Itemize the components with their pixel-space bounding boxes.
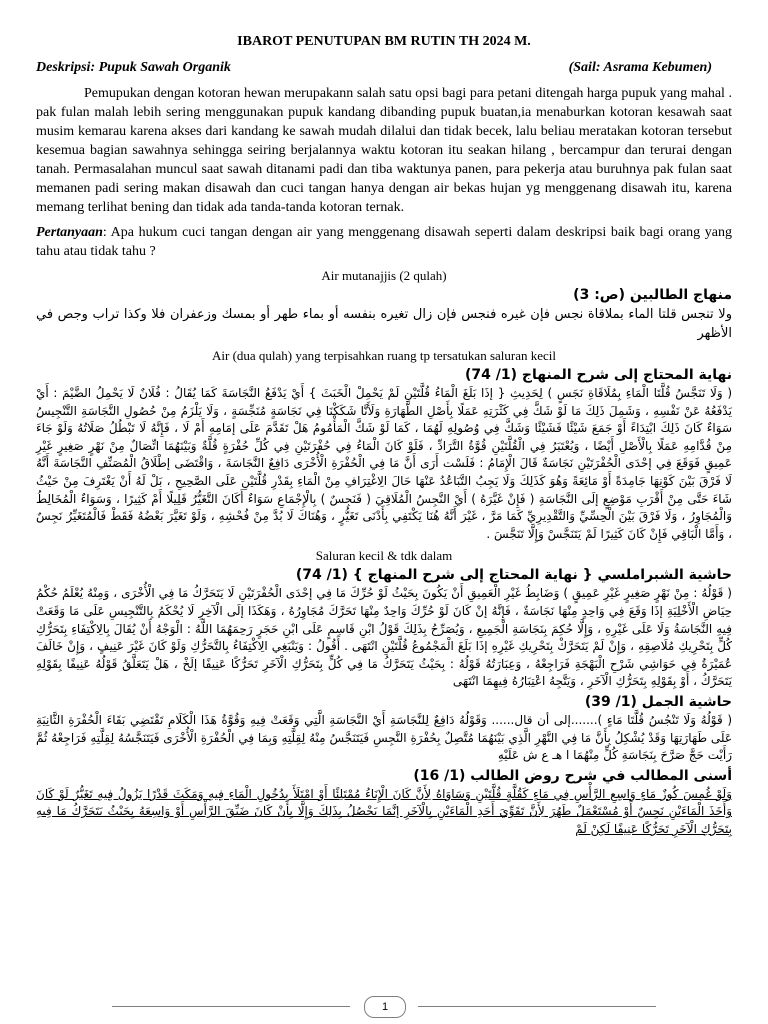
- page-footer: [0, 996, 768, 1020]
- description-row: [36, 60, 732, 76]
- reference-heading-4: حاشية الجمل (1/ 39): [584, 693, 732, 710]
- question-label: Pertanyaan: [36, 225, 103, 240]
- question-paragraph: [36, 223, 732, 261]
- document-title: IBAROT PENUTUPAN BM RUTIN TH 2024 M.: [237, 34, 531, 49]
- reference-heading-5: أسنى المطالب في شرح روض الطالب (1/ 16): [413, 767, 732, 784]
- section-note-1: Air mutanajjis (2 qulah): [321, 268, 447, 283]
- intro-paragraph: Pemupukan dengan kotoran hewan merupakann salah satu opsi bagi para petani ditengah harga pupuk yang mahal . pak fulan malah lebih sering menggunakan pupuk kandang dibanding pupuk buatan,ia menaburkan kotoran kesawah saat musim kemarau karena akses dari kandang ke sawah mudah dilalui dan tidak becek, lalu beliau meratakan kotoran tersebut kesemua bagian sawahnya sehingga seiring berjalannya waktu kotoran itu seakan hilang , bercampur dan terurai dengan tanah. Permasalahan muncul saat sawah ditanami padi dan tiba waktunya panen, para pekerja atau buruhnya pak fulan saat memanen padi sering makan disawah dan cuci tangan hanya dengan air bekas hujan yg menggenang disawah itu, karena memang terlihat bening dan tidak ada tanda-tanda kotoran ternak.: [36, 86, 732, 215]
- reference-text-5: وَلَوْ غُمِسَ كُوزٌ مَاءٍ وَاسِعِ الرَّأْسِ فِي مَاءٍ كَقُلَّةٍ قُلَّتَيْنِ وَسَاوَاهُ لِأَنَّ كَانَ الْإِنَاءُ مُمْتَلِئًا أَوْ امْتَلَأَ بِدُخُولِ الْمَاءِ فِيهِ وَمَكَثَ قَدْرًا يَزُولُ فِيهِ تَغَيُّرٌ لَوْ كَانَ وَأَخَذَ الْمَاءَيْنِ نَجِسٌ أَوْ مُسْتَعْمَلٌ طَهُرَ لِأَنَّ تَقَوِّيَ أَحَدِ الْمَاءَيْنِ بِالْآخَرِ إنَّمَا يَحْصُلُ بِذَلِكَ وَإِلَّا بِأَنْ كَانَ ضَيِّقَ الرَّأْسِ أَوْ وَاسِعَهُ بِحَيْثُ يَتَحَرَّكُ مَا فِيهِ بِتَحَرُّكِ الْآخَرِ تَحَرُّكًا عَنِيفًا لَكِنْ لَمْ: [36, 786, 732, 836]
- reference-text-1: ولا تنجس قلتا الماء بملاقاة نجس فإن غيره فنجس فإن زال تغيره بنفسه أو بماء طهر أو بمسك وزعفران فلا وكذا تراب وجص في الأظهر: [36, 307, 732, 341]
- sail-label: (Sail: Asrama Kebumen): [568, 60, 712, 75]
- reference-text-3: ( قَوْلُهُ : مِنْ نَهْرٍ صَغِيرٍ غَيْرِ عَمِيقٍ ) وَضَابِطُ غَيْرِ الْعَمِيقِ أَنْ يَكُونَ بِحَيْثُ لَوْ حُرِّكَ مَا فِي إحْدَى الْحُفْرَتَيْنِ لَا يَتَحَرَّكُ مَا فِي الْأُخْرَى ، وَمِنْهُ يُعْلَمُ حُكْمُ حِيَاضِ الْأَخْلِيَةِ إذَا وَقَعَ فِي وَاحِدٍ مِنْهَا نَجَاسَةٌ ، فَإِنَّهُ إنْ كَانَ لَوْ حُرِّكَ وَاحِدٌ مِنْهَا تَحَرَّكَ مُجَاوِرُهُ ، وَهَكَذَا إلَى الْآخِرِ لَا يُحْكَمُ بِالتَّنْجِيسِ عَلَى مَا وَقَعَتْ فِيهِ النَّجَاسَةُ وَلَا عَلَى غَيْرِهِ ، وَإِلَّا حُكِمَ بِنَجَاسَةِ الْجَمِيعِ ، وَيُصَرِّحُ بِذَلِكَ قَوْلُ ابْنِ قَاسِمٍ عَلَى ابْنِ حَجَرٍ رَحِمَهُمَا اللَّهُ : الْوَجْهُ أَنْ يُقَالَ بِالِاكْتِفَاءِ بِتَحَرُّكِ كُلٍّ بِتَحْرِيكِ مُلَاصِقِهِ ، وَإِنْ لَمْ يَتَحَرَّكْ بِتَحْرِيكِ غَيْرِهِ إذَا بَلَغَ الْمَجْمُوعُ قُلَّتَيْنِ انْتَهَى . أَقُولُ : وَيَنْبَغِي الِاكْتِفَاءُ بِالتَّحَرُّكِ وَلَوْ كَانَ غَيْرَ عَنِيفٍ ، وَإِنْ خَالَفَ عُمَيْرَةُ فِي حَوَاشِي شَرْحِ الْبَهْجَةِ فَرَاجِعْهُ ، وَعِبَارَتُهُ قَوْلُهُ : بِحَيْثُ يَتَحَرَّكُ مَا فِي كُلٍّ بِتَحَرُّكِ الْآخَرِ تَحَرُّكًا عَنِيفًا إلَخْ ، هَلْ يَتَعَلَّقُ قَوْلُهُ عَنِيفًا بِقَوْلِهِ يَتَحَرَّكُ ، أَوْ بِقَوْلِهِ بِتَحَرُّكِ الْآخَرِ ، وَيَتَّجِهُ اعْتِبَارُهُ فِيهِمَا انْتَهَى: [36, 586, 732, 689]
- reference-text-4: ( قَوْلُهُ وَلَا تَنْجُسُ قُلَّتَا مَاءٍ ).......إلى أن قال...... وَقَوْلُهُ دَافِعٌ لِلنَّجَاسَةِ أَيْ النَّجَاسَةِ الَّتِي وَقَعَتْ فِيهِ وَقُوَّةُ هَذَا الْكَلَامِ تَقْتَضِي بَقَاءَ الْحُفْرَةِ الثَّانِيَةِ عَلَى طَهَارَتِهَا وَقَدْ يُشْكِلُ بِأَنَّ مَا فِي النَّهْرِ الَّذِي بَيْنَهُمَا مُتَّصِلٌ بِحُفْرَةِ النَّجِسِ فَيَتَنَجَّسُ مِنْهُ لِقِلَّتِهِ وَبِمَا فِي الْحُفْرَةِ الْأُخْرَى فَيَتَنَجَّسُهُ لِقِلَّتِهِ فَرَاجِعْهُ ثُمَّ رَأَيْت حَجَّ صَرَّحَ بِنَجَاسَةِ كُلٍّ مِنْهُمَا ا هـ ع ش عَلَيْهِ: [36, 712, 732, 763]
- footer-divider-right: [418, 1006, 656, 1007]
- reference-heading-3: حاشية الشبراملسي { نهاية المحتاج إلى شرح المنهاج } (1/ 74): [295, 567, 732, 584]
- section-note-3: Saluran kecil & tdk dalam: [315, 548, 453, 564]
- reference-text-2: ( وَلَا تَنَجَّسُ قُلَّتَا الْمَاءِ بِمُلَاقَاةِ نَجَسٍ ) لِحَدِيثِ { إذَا بَلَغَ الْمَاءُ قُلَّتَيْنِ لَمْ يَحْمِلْ الْخَبَثَ } أَيْ يَدْفَعُ النَّجَاسَةَ كَمَا يُقَالُ : فُلَانٌ لَا يَحْمِلُ الضَّيْمَ : أَيْ يَدْفَعُهُ عَنْ نَفْسِهِ ، وَشَمِلَ ذَلِكَ مَا لَوْ شَكَّ فِي كَثْرَتِهِ عَمَلًا بِأَصْلِ الطَّهَارَةِ وَلَأَنَّا شَكَكْنَا فِي نَجَاسَةٍ مُنَجِّسَةٍ ، وَلَا يَلْزَمُ مِنْ حُصُولِ النَّجَاسَةِ التَّنْجِيسُ سَوَاءٌ كَانَ ذَلِكَ ابْتِدَاءً أَوْ جَمَعَ شَيْئًا فَشَيْئًا وَشَكَّ فِي وُصُولِهِ لَهُمَا ، كَمَا لَوْ شَكَّ الْمَأْمُومُ هَلْ تَقَدَّمَ عَلَى إمَامِهِ أَمْ لَا ، فَإِنَّهُ لَا تَبْطُلُ صَلَاتُهُ وَلَوْ جَاءَ مِنْ قُدَّامِهِ عَمَلًا بِالْأَصْلِ أَيْضًا ، وَيُعْتَبَرُ فِي الْقُلَّتَيْنِ قُوَّةُ التَّرَادِّ ، فَلَوْ كَانَ الْمَاءُ فِي حُفْرَتَيْنِ فِي كُلِّ حُفْرَةٍ قُلَّةٌ وَبَيْنَهُمَا اتِّصَالٌ مِنْ نَهْرٍ صَغِيرٍ غَيْرِ عَمِيقٍ فَوَقَعَ فِي إحْدَى الْحُفْرَتَيْنِ نَجَاسَةٌ قَالَ الْإِمَامُ : فَلَسْت أَرَى أَنَّ مَا فِي الْحُفْرَةِ الْأُخْرَى دَافِعٌ النَّجَاسَةَ ، وَاقْتَضَى إطْلَاقُ الْمُصَنِّفِ النَّجَاسَةَ أَنَّهُ لَا فَرْقَ بَيْنَ كَوْنِهَا جَامِدَةً أَوْ مَائِعَةً وَهُوَ كَذَلِكَ وَلَا يَجِبُ التَّبَاعُدُ عَنْهَا حَالَ الِاغْتِرَافِ مِنْ الْمَاءِ بِقَدْرِ قُلَّتَيْنِ عَلَى الصَّحِيحِ ، بَلْ لَهُ أَنْ يَغْتَرِفَ مِنْ حَيْثُ شَاءَ حَتَّى مِنْ أَقْرَبِ مَوْضِعٍ إلَى النَّجَاسَةِ ( فَإِنْ غَيَّرَهُ ) أَيْ النَّجِسُ الْمُلَاقِيَ ( فَنَجِسٌ ) بِالْإِجْمَاعِ سَوَاءٌ أَكَانَ التَّغَيُّرُ قَلِيلًا أَمْ كَثِيرًا ، وَسَوَاءٌ الْمُخَالِطُ وَالْمُجَاوِرُ ، وَلَا فَرْقَ بَيْنَ الْحِسِّيِّ وَالتَّقْدِيرِيِّ كَمَا مَرَّ ، غَيْرَ أَنَّهُ هُنَا يَكْتَفِي بِأَدْنَى تَغَيُّرٍ ، وَهُنَاكَ لَا بُدَّ مِنْ فُحْشِهِ ، وَلَوْ تَغَيَّرَ بَعْضُهُ فَقَطْ فَالْمُتَغَيِّرُ نَجِسٌ ، وَأَمَّا الْبَاقِي فَإِنْ كَانَ كَثِيرًا لَمْ يَتَنَجَّسْ وَإِلَّا تَنَجَّسَ .: [36, 386, 732, 541]
- page-number: 1: [364, 996, 406, 1018]
- section-note-2: Air (dua qulah) yang terpisahkan ruang tp tersatukan saluran kecil: [211, 348, 557, 363]
- question-text: : Apa hukum cuci tangan dengan air yang menggenang disawah seperti dalam deskripsi baik bagi orang yang tahu atau tidak tahu ?: [36, 225, 732, 259]
- footer-divider-left: [112, 1006, 350, 1007]
- description-label: Deskripsi: Pupuk Sawah Organik: [36, 60, 231, 75]
- reference-heading-1: منهاج الطالبين (ص: 3): [573, 287, 732, 303]
- reference-heading-2: نهاية المحتاج إلى شرح المنهاج (1/ 74): [464, 367, 732, 383]
- document-page: [36, 34, 732, 840]
